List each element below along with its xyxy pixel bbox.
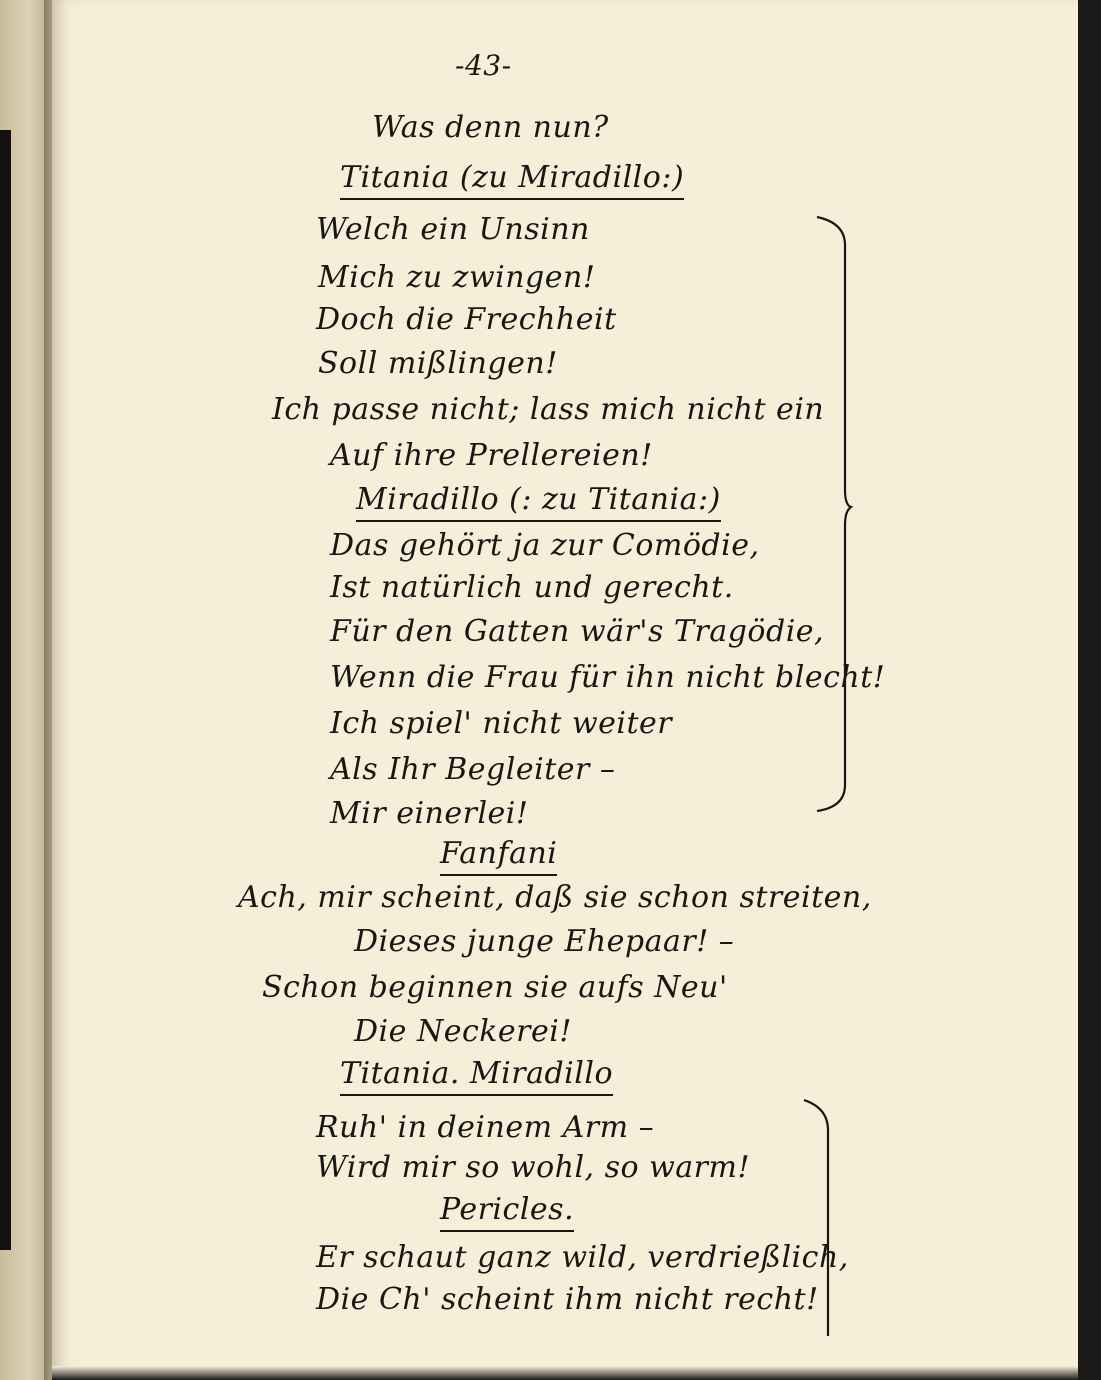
speaker-heading: Titania. Miradillo [340, 1056, 613, 1096]
text-line-13: Als Ihr Begleiter – [330, 752, 616, 787]
text-line-19: Ruh' in deinem Arm – [316, 1110, 655, 1145]
text-line-7: Auf ihre Prellereien! [330, 438, 653, 473]
text-line-6: Ich passe nicht; lass mich nicht ein [272, 392, 825, 427]
bottom-page-edge [52, 1366, 1078, 1380]
text-line-1: Was denn nun? [372, 110, 609, 145]
text-line-3: Mich zu zwingen! [318, 260, 596, 295]
right-bracket-lower [800, 1098, 840, 1338]
text-line-11: Wenn die Frau für ihn nicht blecht! [330, 660, 886, 695]
text-line-17: Schon beginnen sie aufs Neu' [262, 970, 728, 1005]
text-line-20: Wird mir so wohl, so warm! [316, 1150, 751, 1185]
text-line-21: Er schaut ganz wild, verdrießlich, [316, 1240, 849, 1275]
text-line-9: Ist natürlich und gerecht. [330, 570, 734, 605]
left-page-shadow [0, 130, 11, 1250]
text-line-2: Welch ein Unsinn [316, 212, 590, 247]
text-line-4: Doch die Frechheit [316, 302, 617, 337]
speaker-heading: Fanfani [440, 836, 557, 876]
text-line-5: Soll mißlingen! [318, 346, 558, 381]
speaker-heading: Titania (zu Miradillo:) [340, 160, 684, 200]
text-line-12: Ich spiel' nicht weiter [330, 706, 673, 741]
speaker-heading: Miradillo (: zu Titania:) [356, 482, 721, 522]
text-line-18: Die Neckerei! [354, 1014, 572, 1049]
right-background [1078, 0, 1101, 1380]
page-number: -43- [455, 49, 512, 82]
right-bracket-upper [815, 215, 855, 815]
speaker-heading: Pericles. [440, 1192, 574, 1232]
text-line-10: Für den Gatten wär's Tragödie, [330, 614, 825, 649]
text-line-14: Mir einerlei! [330, 796, 529, 831]
text-line-16: Dieses junge Ehepaar! – [354, 924, 735, 959]
text-line-22: Die Ch' scheint ihm nicht recht! [316, 1282, 819, 1317]
text-line-15: Ach, mir scheint, daß sie schon streiten, [238, 880, 872, 915]
text-line-8: Das gehört ja zur Comödie, [330, 528, 760, 563]
